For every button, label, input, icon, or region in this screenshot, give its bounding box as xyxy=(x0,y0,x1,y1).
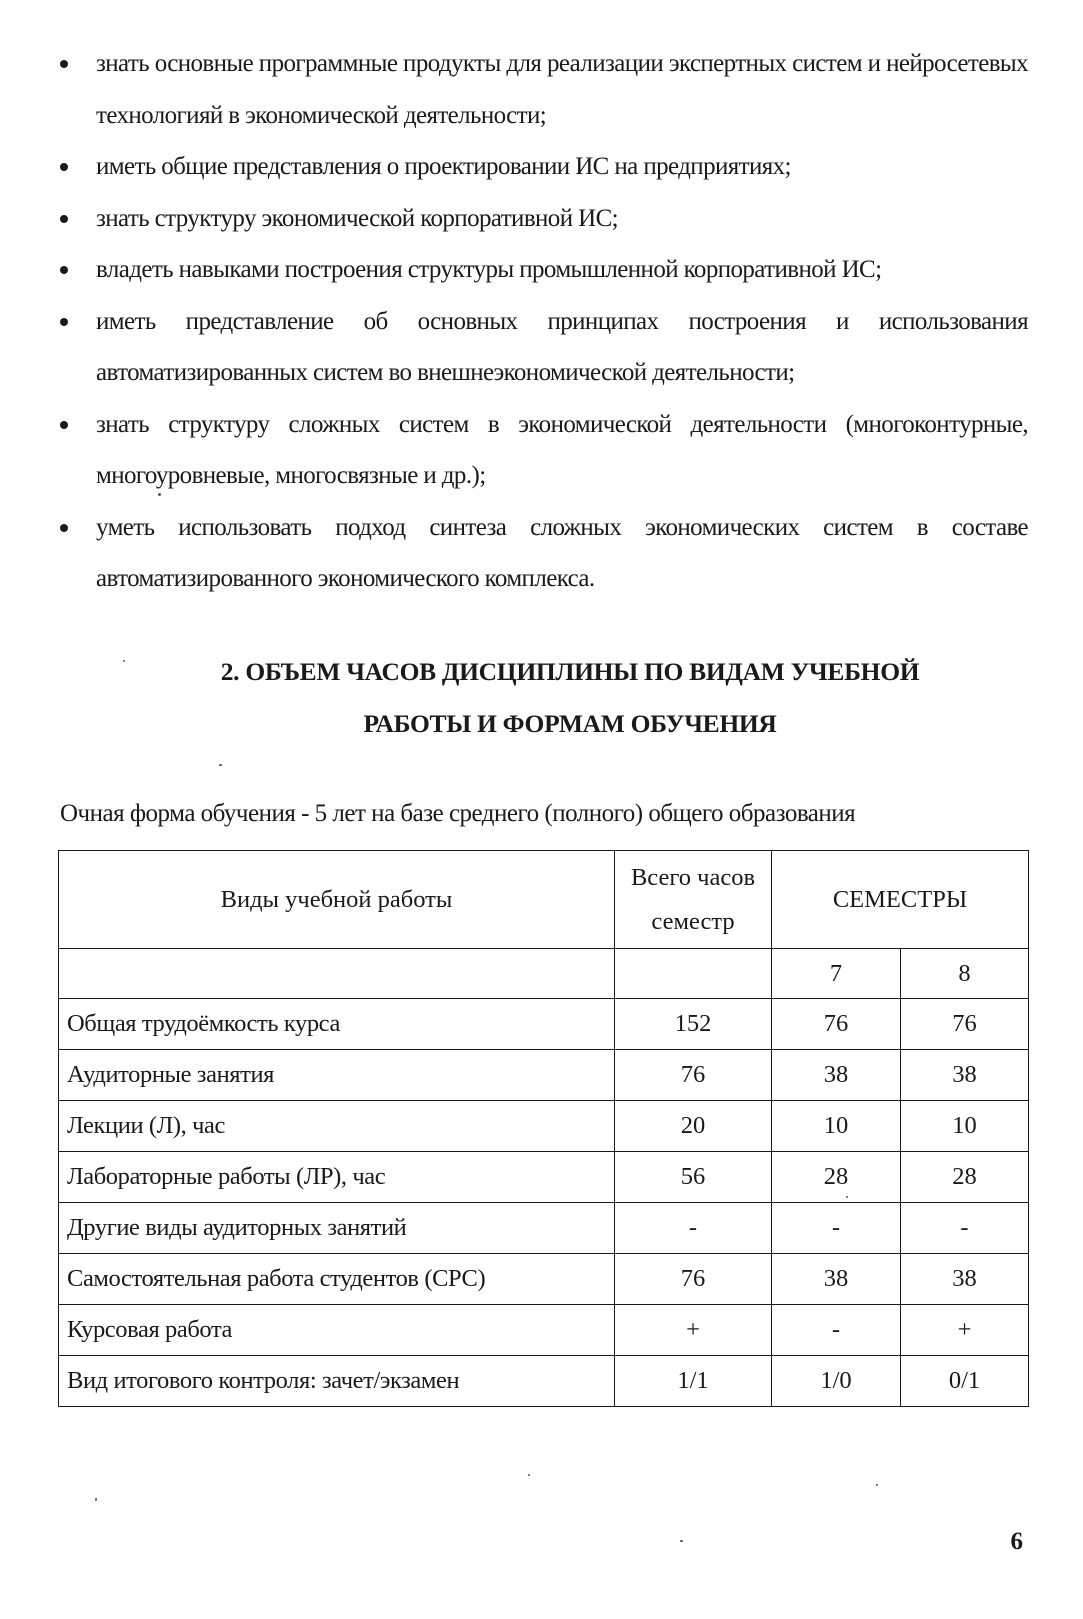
row-total: 56 xyxy=(615,1152,772,1203)
list-item xyxy=(58,193,1028,245)
row-semester-8: 0/1 xyxy=(901,1356,1029,1407)
header-empty-cell xyxy=(615,949,772,999)
bullet-icon xyxy=(60,524,68,532)
table-caption: Очная форма обучения - 5 лет на базе среднего (полного) общего образования xyxy=(60,800,856,827)
header-total-line1: Всего часов xyxy=(630,863,756,891)
row-label: Лекции (Л), час xyxy=(59,1101,615,1152)
list-item xyxy=(58,38,1028,141)
list-item-text: знать структуру экономической корпоративной ИС; xyxy=(96,204,619,232)
header-kind: Виды учебной работы xyxy=(59,851,615,949)
row-label: Вид итогового контроля: зачет/экзамен xyxy=(59,1356,615,1407)
list-item-text: знать структуру сложных систем в экономической деятельности (многоконтурные, многоуровневые, многосвязные и др.); xyxy=(96,410,1028,489)
row-label: Лабораторные работы (ЛР), час xyxy=(59,1152,615,1203)
table-row xyxy=(59,1254,1029,1305)
row-label: Другие виды аудиторных занятий xyxy=(59,1203,615,1254)
row-total: 1/1 xyxy=(615,1356,772,1407)
bullet-icon xyxy=(60,421,68,429)
row-semester-8: 38 xyxy=(901,1050,1029,1101)
header-total-line2: семестр xyxy=(651,907,735,935)
section-heading-line2: РАБОТЫ И ФОРМАМ ОБУЧЕНИЯ xyxy=(363,709,777,738)
scan-speck xyxy=(680,1540,683,1542)
table-row xyxy=(59,1305,1029,1356)
header-semester-8: 8 xyxy=(901,949,1029,999)
page-number: 6 xyxy=(1010,1528,1023,1555)
row-semester-7: 38 xyxy=(772,1254,901,1305)
row-semester-8: - xyxy=(901,1203,1029,1254)
header-total xyxy=(615,851,772,949)
list-item xyxy=(58,399,1028,502)
section-heading-line1: 2. ОБЪЕМ ЧАСОВ ДИСЦИПЛИНЫ ПО ВИДАМ УЧЕБНОЙ xyxy=(220,657,920,686)
hours-table xyxy=(58,850,1029,1407)
row-total: 76 xyxy=(615,1254,772,1305)
row-label: Общая трудоёмкость курса xyxy=(59,999,615,1050)
row-label: Аудиторные занятия xyxy=(59,1050,615,1101)
section-heading xyxy=(100,646,1040,750)
row-label: Самостоятельная работа студентов (СРС) xyxy=(59,1254,615,1305)
scan-speck xyxy=(846,1196,848,1198)
row-semester-8: + xyxy=(901,1305,1029,1356)
row-total: 76 xyxy=(615,1050,772,1101)
list-item-text: иметь общие представления о проектировании ИС на предприятиях; xyxy=(96,153,791,180)
competency-list xyxy=(58,38,1028,605)
row-semester-8: 38 xyxy=(901,1254,1029,1305)
row-semester-7: - xyxy=(772,1203,901,1254)
row-label: Курсовая работа xyxy=(59,1305,615,1356)
table-row xyxy=(59,1203,1029,1254)
header-semester-7: 7 xyxy=(772,949,901,999)
row-semester-7: 1/0 xyxy=(772,1356,901,1407)
scan-speck xyxy=(123,660,125,662)
list-item-text: знать основные программные продукты для реализации экспертных систем и нейросетевых технологияй в экономической деятельности; xyxy=(96,50,1028,129)
row-semester-7: 10 xyxy=(772,1101,901,1152)
list-item-text: уметь использовать подход синтеза сложных экономических систем в составе автоматизированного экономического комплекса. xyxy=(96,513,1028,592)
list-item-text: иметь представление об основных принципах построения и использования автоматизированных систем во внешнеэкономической деятельности; xyxy=(96,307,1028,386)
header-empty-cell xyxy=(59,949,615,999)
row-total: - xyxy=(615,1203,772,1254)
list-item xyxy=(58,502,1028,605)
table-row xyxy=(59,1356,1029,1407)
list-item xyxy=(58,244,1028,296)
list-item xyxy=(58,296,1028,399)
row-semester-8: 76 xyxy=(901,999,1029,1050)
row-total: 152 xyxy=(615,999,772,1050)
scan-speck xyxy=(528,1474,530,1476)
table-row xyxy=(59,1101,1029,1152)
scan-speck xyxy=(95,1498,97,1501)
table-row xyxy=(59,1050,1029,1101)
list-item-text: владеть навыками построения структуры промышленной корпоративной ИС; xyxy=(96,256,882,283)
row-semester-8: 28 xyxy=(901,1152,1029,1203)
row-total: + xyxy=(615,1305,772,1356)
list-item xyxy=(58,141,1028,193)
table-subheader-row xyxy=(59,949,1029,999)
row-semester-7: 76 xyxy=(772,999,901,1050)
bullet-icon xyxy=(60,215,68,223)
table-row xyxy=(59,999,1029,1050)
scan-speck xyxy=(876,1484,878,1486)
row-semester-8: 10 xyxy=(901,1101,1029,1152)
row-total: 20 xyxy=(615,1101,772,1152)
scan-speck xyxy=(219,764,222,766)
row-semester-7: - xyxy=(772,1305,901,1356)
bullet-icon xyxy=(60,266,68,274)
row-semester-7: 28 xyxy=(772,1152,901,1203)
bullet-icon xyxy=(60,163,68,171)
bullet-icon xyxy=(60,60,68,68)
bullet-icon xyxy=(60,318,68,326)
header-semesters: СЕМЕСТРЫ xyxy=(772,851,1029,949)
table-row xyxy=(59,1152,1029,1203)
row-semester-7: 38 xyxy=(772,1050,901,1101)
table-header-row xyxy=(59,851,1029,949)
scan-speck xyxy=(158,493,161,496)
